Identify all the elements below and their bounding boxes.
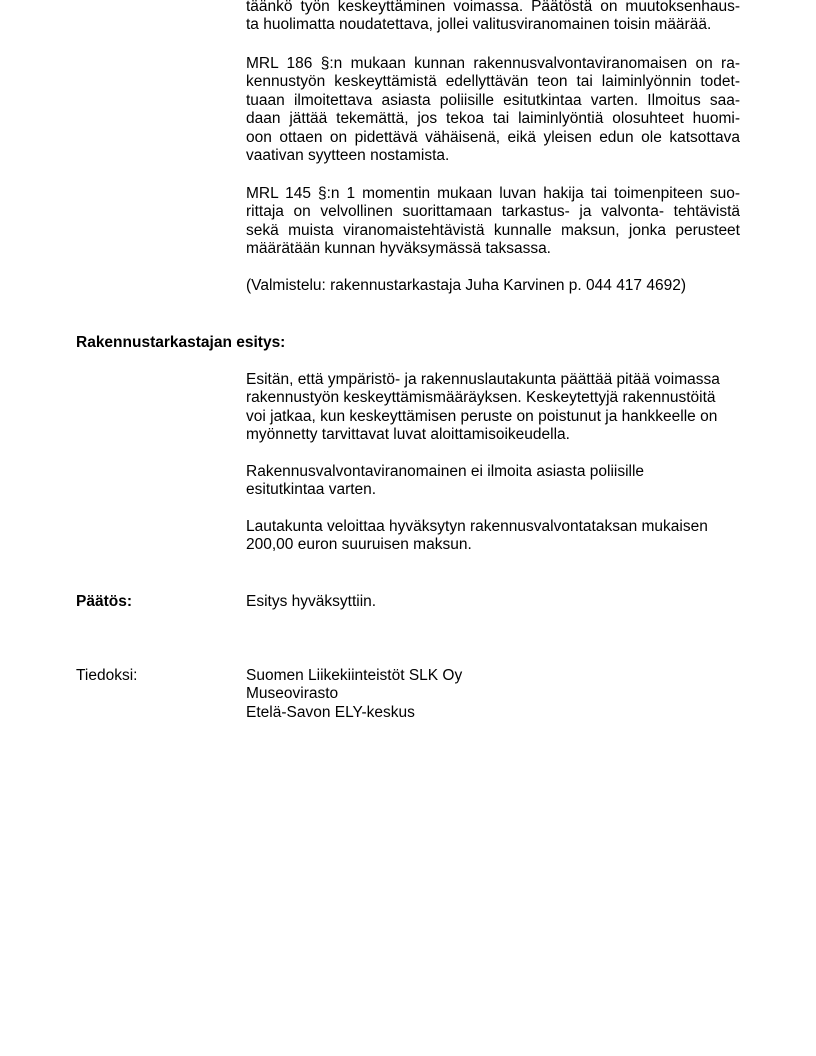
notification-label-text: Tiedoksi: (76, 667, 138, 684)
text-line: Esitän, että ympäristö- ja rakennuslautakunta päättää pitää voimassa (246, 371, 720, 388)
proposal-paragraph-2 (246, 463, 740, 500)
preparer-text: (Valmistelu: rakennustarkastaja Juha Karvinen p. 044 417 4692) (246, 277, 687, 294)
text-line: vaativan syytteen nostamista. (246, 147, 450, 165)
text-line: oon ottaen on pidettävä vähäisenä, eikä yleisen edun ole katsottava (246, 128, 740, 146)
top-paragraph (246, 0, 740, 35)
text-line: sekä muista viranomaistehtävistä kunnalle maksun, jonka perusteet (246, 221, 740, 239)
text-line: daan jättää tekemättä, jos tekoa tai laiminlyöntiä olosuhteet huomi- (246, 110, 740, 128)
text-line: Lautakunta veloittaa hyväksytyn rakennusvalvontataksan mukaisen (246, 518, 708, 535)
text-line: määrätään kunnan hyväksymässä taksassa. (246, 240, 551, 258)
text-line: kennustyön keskeyttämistä edellyttävän teon tai laiminlyönnin todet- (246, 73, 740, 91)
text-line: esitutkintaa varten. (246, 481, 377, 499)
text-line: rittaja on velvollinen suorittamaan tarkastus- ja valvonta- tehtävistä (246, 203, 740, 221)
text-line: myönnetty tarvittavat luvat aloittamisoikeudella. (246, 426, 570, 444)
text-line: Rakennusvalvontaviranomainen ei ilmoita asiasta poliisille (246, 463, 645, 480)
text-line: MRL 186 §:n mukaan kunnan rakennusvalvontaviranomaisen on ra- (246, 55, 740, 72)
mrl186-paragraph (246, 55, 740, 165)
text-line: rakennustyön keskeyttämismääräyksen. Keskeytettyjä rakennustöitä (246, 389, 716, 407)
proposal-paragraph-1 (246, 371, 740, 445)
text-line: tuaan ilmoitettava asiasta poliisille esitutkintaa varten. Ilmoitus saa- (246, 91, 740, 109)
text-line: täänkö työn keskeyttäminen voimassa. Päätöstä on muutoksenhaus- (246, 0, 740, 15)
recipient-item: Etelä-Savon ELY-keskus (246, 703, 415, 721)
recipient-item: Museovirasto (246, 685, 339, 703)
mrl145-paragraph (246, 185, 740, 259)
decision-value: Esitys hyväksyttiin. (246, 593, 377, 610)
decision-text (246, 593, 740, 611)
proposal-heading (76, 334, 336, 352)
proposal-heading-text: Rakennustarkastajan esitys: (76, 334, 286, 351)
recipient-item: Suomen Liikekiinteistöt SLK Oy (246, 667, 463, 684)
text-line: MRL 145 §:n 1 momentin mukaan luvan hakija tai toimenpiteen suo- (246, 185, 740, 202)
notification-recipients (246, 667, 740, 722)
proposal-paragraph-3 (246, 518, 740, 555)
decision-label-text: Päätös: (76, 593, 132, 610)
text-line: 200,00 euron suuruisen maksun. (246, 536, 472, 554)
text-line: ta huolimatta noudatettava, jollei valitusviranomainen toisin määrää. (246, 16, 712, 34)
text-line: voi jatkaa, kun keskeyttämisen peruste on poistunut ja hankkeelle on (246, 407, 718, 425)
preparer-note (246, 277, 740, 295)
